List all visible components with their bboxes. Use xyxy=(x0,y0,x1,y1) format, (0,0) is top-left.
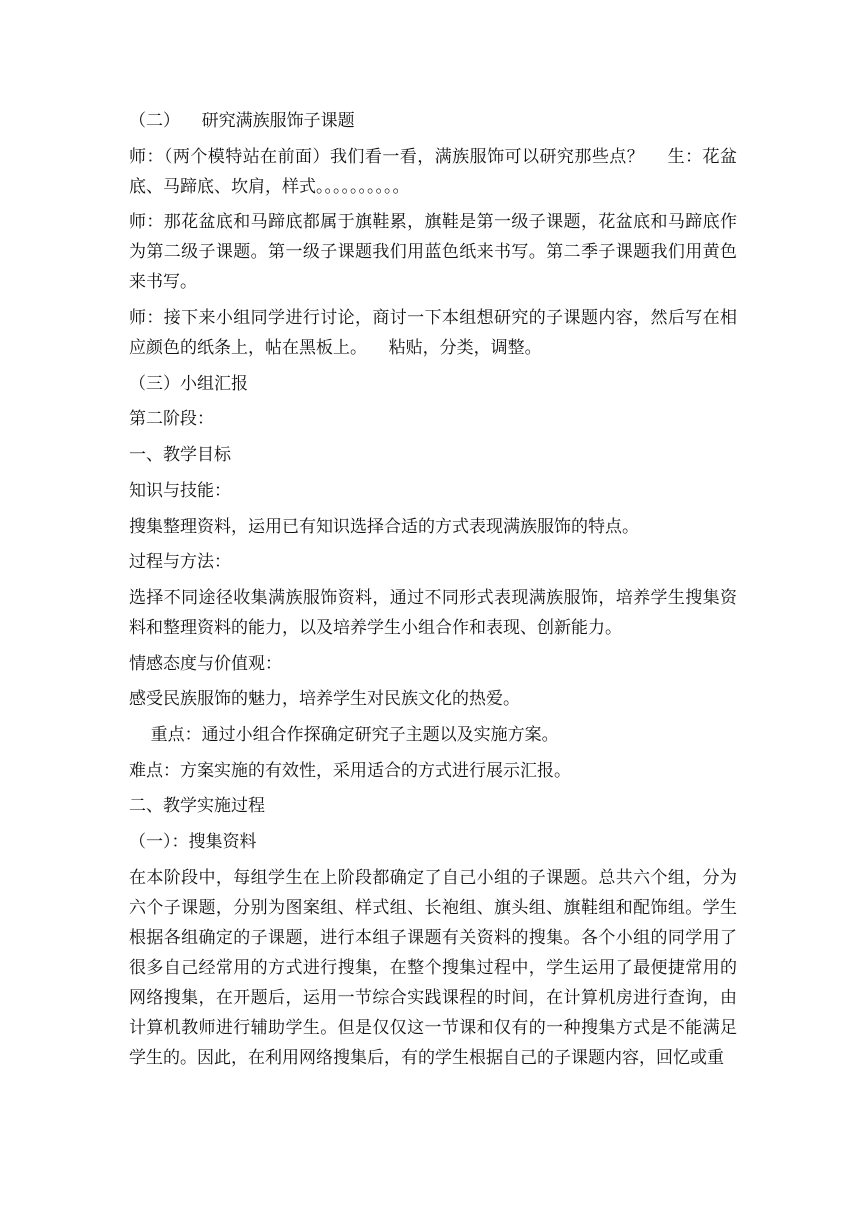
paragraph xyxy=(129,756,737,786)
paragraph xyxy=(129,207,737,297)
text-line: 师：那花盆底和马蹄底都属于旗鞋累，旗鞋是第一级子课题，花盆底和马蹄底作 xyxy=(129,212,737,233)
document-body xyxy=(129,106,737,1073)
text-line: 选择不同途径收集满族服饰资料，通过不同形式表现满族服饰，培养学生搜集资 xyxy=(129,587,737,608)
text-line: 料和整理资料的能力，以及培养学生小组合作和表现、创新能力。 xyxy=(129,617,622,638)
paragraph xyxy=(129,404,737,434)
text-line: 师：接下来小组同学进行讨论，商讨一下本组想研究的子课题内容，然后写在相 xyxy=(129,308,737,329)
paragraph xyxy=(129,684,737,714)
text-line: （二） 研究满族服饰子课题 xyxy=(129,111,355,131)
text-line: 根据各组确定的子课题，进行本组子课题有关资料的搜集。各个小组的同学用了 xyxy=(129,927,737,948)
text-line: 难点：方案实施的有效性，采用适合的方式进行展示汇报。 xyxy=(129,760,571,781)
paragraph xyxy=(129,583,737,643)
paragraph xyxy=(129,649,737,679)
text-line: 重点：通过小组合作探确定研究子主题以及实施方案。 xyxy=(129,724,559,745)
text-line: 六个子课题，分别为图案组、样式组、长袍组、旗头组、旗鞋组和配饰组。学生 xyxy=(129,897,737,918)
paragraph xyxy=(129,106,737,136)
text-line: 很多自己经常用的方式进行搜集，在整个搜集过程中，学生运用了最便捷常用的 xyxy=(129,957,737,978)
paragraph xyxy=(129,476,737,506)
text-line: 一、教学目标 xyxy=(129,445,231,466)
text-line: （一）：搜集资料 xyxy=(129,832,257,852)
paragraph xyxy=(129,720,737,750)
paragraph xyxy=(129,512,737,542)
text-line: （三）小组汇报 xyxy=(129,373,248,394)
paragraph xyxy=(129,791,737,821)
text-line: 第二阶段： xyxy=(129,409,214,430)
paragraph xyxy=(129,827,737,857)
paragraph xyxy=(129,547,737,577)
paragraph xyxy=(129,369,737,399)
text-line: 计算机教师进行辅助学生。但是仅仅这一节课和仅有的一种搜集方式是不能满足 xyxy=(129,1017,737,1038)
paragraph xyxy=(129,303,737,363)
text-line: 师：（两个模特站在前面）我们看一看，满族服饰可以研究那些点？ 生：花盆 xyxy=(129,146,737,167)
text-line: 感受民族服饰的魅力，培养学生对民族文化的热爱。 xyxy=(129,689,520,710)
paragraph xyxy=(129,440,737,470)
text-line: 应颜色的纸条上，帖在黑板上。 粘贴，分类，调整。 xyxy=(129,338,542,359)
text-line: 二、教学实施过程 xyxy=(129,796,265,817)
paragraph xyxy=(129,863,737,1073)
text-line: 为第二级子课题。第一级子课题我们用蓝色纸来书写。第二季子课题我们用黄色 xyxy=(129,242,737,263)
text-line: 知识与技能： xyxy=(129,480,231,501)
text-line: 过程与方法： xyxy=(129,552,231,573)
paragraph xyxy=(129,142,737,202)
text-line: 来书写。 xyxy=(129,272,197,293)
text-line: 情感态度与价值观： xyxy=(129,653,282,674)
text-line: 学生的。因此，在利用网络搜集后，有的学生根据自己的子课题内容，回忆或重 xyxy=(129,1047,724,1068)
text-line: 搜集整理资料，运用已有知识选择合适的方式表现满族服饰的特点。 xyxy=(129,516,639,537)
text-line: 网络搜集，在开题后，运用一节综合实践课程的时间，在计算机房进行查询，由 xyxy=(129,987,737,1008)
text-line: 在本阶段中，每组学生在上阶段都确定了自己小组的子课题。总共六个组，分为 xyxy=(129,867,737,888)
text-line: 底、马蹄底、坎肩，样式。。。。。。。。。。 xyxy=(129,176,410,197)
